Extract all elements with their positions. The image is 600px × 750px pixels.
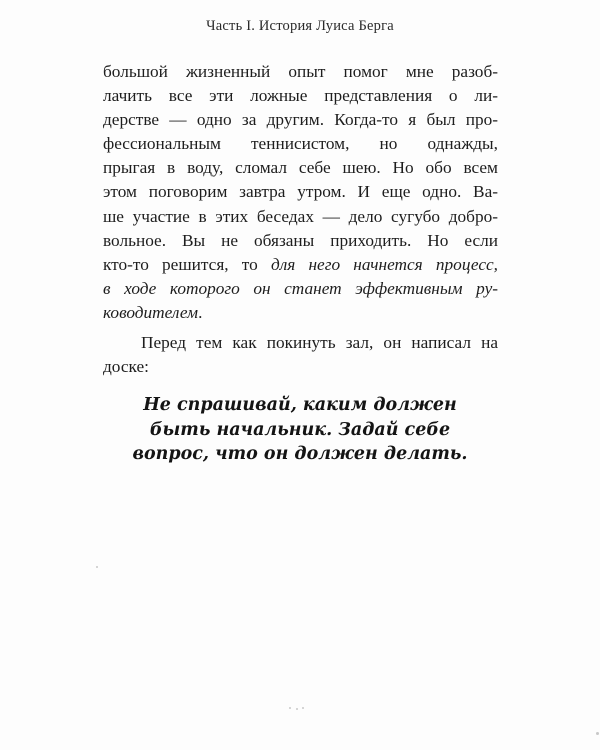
- text-line: фессиональным теннисистом, но однажды,: [103, 134, 498, 154]
- text-italic: ководителем: [103, 302, 199, 322]
- text-line: доске:: [103, 357, 149, 377]
- text-line: вольное. Вы не обязаны приходить. Но если: [103, 230, 498, 250]
- quote-line: быть начальник. Задай себе: [149, 419, 451, 440]
- running-header: Часть I. История Луиса Берга: [206, 18, 394, 34]
- text-plain: .: [198, 302, 203, 322]
- text-line: Перед тем как покинуть зал, он написал на: [141, 333, 498, 353]
- quote-line: вопрос, что он должен делать.: [132, 444, 468, 464]
- body-text: [103, 60, 498, 379]
- text-line: дерстве — одно за другим. Когда-то я был про-: [103, 110, 498, 130]
- text-italic: в ходе которого он станет эффективным ру-: [103, 278, 498, 298]
- quote-line: Не спрашивай, каким должен: [143, 395, 457, 415]
- scan-speck: [596, 732, 599, 735]
- scan-speck: [296, 708, 298, 710]
- text-line: лачить все эти ложные представления о ли-: [103, 86, 498, 106]
- text-line: этом поговорим завтра утром. И еще одно. Ва-: [103, 182, 498, 202]
- scan-speck: [289, 707, 291, 709]
- text-line-mixed: [103, 301, 498, 325]
- text-italic: для него начнется процесс,: [270, 254, 498, 274]
- text-line-mixed: [103, 253, 498, 277]
- text-line-italic: [103, 277, 498, 301]
- pull-quote: [130, 393, 470, 467]
- text-line: ше участие в этих беседах — дело сугубо добро-: [103, 206, 498, 226]
- text-line: прыгая в воду, сломал себе шею. Но обо всем: [103, 158, 498, 178]
- text-plain: кто-то решится, то: [103, 254, 271, 274]
- scan-speck: [302, 707, 304, 709]
- text-line: большой жизненный опыт помог мне разоб-: [103, 62, 498, 81]
- scan-speck: [96, 566, 98, 568]
